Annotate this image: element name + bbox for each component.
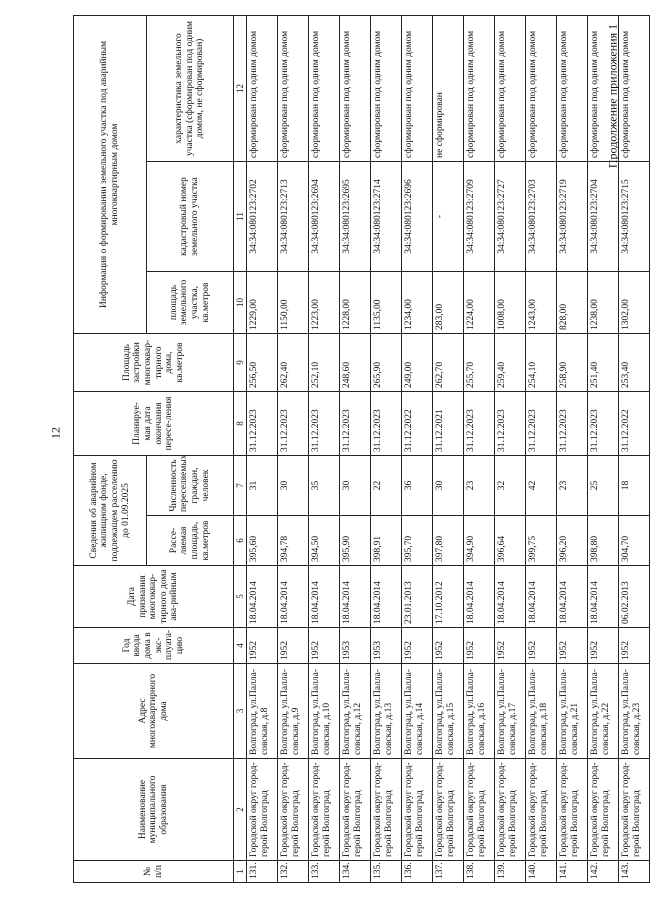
- land-area-cell: 283,00: [433, 272, 464, 334]
- land-area-cell: 1228,00: [340, 272, 371, 334]
- cadastral-number-cell: 34:34:080123:2715: [619, 162, 650, 272]
- built-area-cell: 255,70: [464, 334, 495, 392]
- people-count-cell: 30: [278, 456, 309, 516]
- cadastral-number-cell: 34:34:080123:2703: [526, 162, 557, 272]
- plan-date-cell: 31.12.2022: [402, 392, 433, 456]
- year-cell: 1952: [464, 628, 495, 664]
- address-cell: Волгоград, ул.Палла-совская, д.15: [433, 664, 464, 759]
- col-number: 8: [234, 392, 247, 456]
- table-row: [340, 16, 371, 883]
- people-count-cell: 23: [464, 456, 495, 516]
- resettled-area-cell: 394,78: [278, 516, 309, 566]
- cadastral-number-cell: 34:34:080123:2704: [588, 162, 619, 272]
- cadastral-number-cell: 34:34:080123:2713: [278, 162, 309, 272]
- resettled-area-cell: 397,80: [433, 516, 464, 566]
- plan-date-cell: 31.12.2023: [495, 392, 526, 456]
- col-number: 10: [234, 272, 247, 334]
- row-number: 138.: [464, 861, 495, 883]
- table-row: [402, 16, 433, 883]
- plan-date-cell: 31.12.2023: [588, 392, 619, 456]
- resettled-area-cell: 398,80: [588, 516, 619, 566]
- header-year: Год ввода дома в экс-плуата-цию: [74, 628, 234, 664]
- cadastral-number-cell: 34:34:080123:2727: [495, 162, 526, 272]
- built-area-cell: 248,60: [340, 334, 371, 392]
- land-area-cell: 1223,00: [309, 272, 340, 334]
- col-number: 5: [234, 566, 247, 628]
- land-characteristic-cell: сформирован под одним домом: [495, 16, 526, 162]
- resettled-area-cell: 394,90: [464, 516, 495, 566]
- row-number: 139.: [495, 861, 526, 883]
- table-row: [247, 16, 278, 883]
- plan-date-cell: 31.12.2023: [340, 392, 371, 456]
- emergency-date-cell: 18.04.2014: [340, 566, 371, 628]
- people-count-cell: 32: [495, 456, 526, 516]
- municipality-cell: Городской округ город-герой Волгоград: [557, 759, 588, 861]
- col-number: 12: [234, 16, 247, 162]
- header-people: Численность переселяемых граждан, человек: [147, 456, 234, 516]
- row-number: 131.: [247, 861, 278, 883]
- plan-date-cell: 31.12.2023: [278, 392, 309, 456]
- resettled-area-cell: 398,91: [371, 516, 402, 566]
- cadastral-number-cell: 34:34:080123:2714: [371, 162, 402, 272]
- municipality-cell: Городской округ город-герой Волгоград: [309, 759, 340, 861]
- land-characteristic-cell: не сформирован: [433, 16, 464, 162]
- header-group-emergency: Сведения об аварийном жилищном фонде, подлежащем расселению до 01.09.2025: [74, 456, 147, 566]
- emergency-date-cell: 18.04.2014: [526, 566, 557, 628]
- built-area-cell: 254,10: [526, 334, 557, 392]
- table-row: [371, 16, 402, 883]
- municipality-cell: Городской округ город-герой Волгоград: [247, 759, 278, 861]
- municipality-cell: Городской округ город-герой Волгоград: [278, 759, 309, 861]
- people-count-cell: 25: [588, 456, 619, 516]
- people-count-cell: 30: [340, 456, 371, 516]
- year-cell: 1953: [371, 628, 402, 664]
- emergency-date-cell: 18.04.2014: [557, 566, 588, 628]
- land-characteristic-cell: сформирован под одним домом: [557, 16, 588, 162]
- row-number: 134.: [340, 861, 371, 883]
- plan-date-cell: 31.12.2023: [464, 392, 495, 456]
- land-area-cell: 1008,00: [495, 272, 526, 334]
- resettled-area-cell: 395,60: [247, 516, 278, 566]
- header-built-area: Площадь застройки многоквар-тирного дома, кв.метров: [74, 334, 234, 392]
- cadastral-number-cell: 34:34:080123:2702: [247, 162, 278, 272]
- resettled-area-cell: 395,70: [402, 516, 433, 566]
- land-characteristic-cell: сформирован под одним домом: [402, 16, 433, 162]
- address-cell: Волгоград, ул.Палла-совская, д.14: [402, 664, 433, 759]
- land-area-cell: 1238,00: [588, 272, 619, 334]
- col-number: 4: [234, 628, 247, 664]
- resettled-area-cell: 395,90: [340, 516, 371, 566]
- cadastral-number-cell: 34:34:080123:2709: [464, 162, 495, 272]
- row-number: 137.: [433, 861, 464, 883]
- municipality-cell: Городской округ город-герой Волгоград: [619, 759, 650, 861]
- header-cadastral: кадастровый номер земельного участка: [147, 162, 234, 272]
- land-characteristic-cell: сформирован под одним домом: [278, 16, 309, 162]
- cadastral-number-cell: 34:34:080123:2695: [340, 162, 371, 272]
- header-address: Адрес многоквартирного дома: [74, 664, 234, 759]
- table-row: [557, 16, 588, 883]
- header-municipality: Наименование муниципального образования: [74, 759, 234, 861]
- municipality-cell: Городской округ город-герой Волгоград: [495, 759, 526, 861]
- resettled-area-cell: 396,20: [557, 516, 588, 566]
- header-land-characteristic: характеристика земельного участка (сформирован под одним домом, не сформирован): [147, 16, 234, 162]
- built-area-cell: 265,90: [371, 334, 402, 392]
- emergency-date-cell: 18.04.2014: [464, 566, 495, 628]
- resettled-area-cell: 394,50: [309, 516, 340, 566]
- header-emergency-date: Дата признания многоквар-тирного дома ава-рийным: [74, 566, 234, 628]
- land-area-cell: 1135,00: [371, 272, 402, 334]
- land-area-cell: 828,00: [557, 272, 588, 334]
- land-area-cell: 1229,00: [247, 272, 278, 334]
- row-number: 132.: [278, 861, 309, 883]
- col-number: 9: [234, 334, 247, 392]
- col-number: 7: [234, 456, 247, 516]
- row-number: 141.: [557, 861, 588, 883]
- people-count-cell: 23: [557, 456, 588, 516]
- built-area-cell: 262,40: [278, 334, 309, 392]
- year-cell: 1952: [402, 628, 433, 664]
- emergency-date-cell: 17.10.2012: [433, 566, 464, 628]
- land-area-cell: 1243,00: [526, 272, 557, 334]
- emergency-date-cell: 18.04.2014: [309, 566, 340, 628]
- emergency-date-cell: 18.04.2014: [495, 566, 526, 628]
- address-cell: Волгоград, ул.Палла-совская, д.17: [495, 664, 526, 759]
- emergency-housing-table: [73, 15, 650, 883]
- plan-date-cell: 31.12.2021: [433, 392, 464, 456]
- land-characteristic-cell: сформирован под одним домом: [340, 16, 371, 162]
- people-count-cell: 30: [433, 456, 464, 516]
- land-characteristic-cell: сформирован под одним домом: [247, 16, 278, 162]
- land-area-cell: 1302,00: [619, 272, 650, 334]
- people-count-cell: 22: [371, 456, 402, 516]
- table-body: [247, 16, 650, 883]
- header-row-1: [74, 16, 147, 883]
- people-count-cell: 18: [619, 456, 650, 516]
- cadastral-number-cell: 34:34:080123:2694: [309, 162, 340, 272]
- cadastral-number-cell: 34:34:080123:2719: [557, 162, 588, 272]
- address-cell: Волгоград, ул.Палла-совская, д.8: [247, 664, 278, 759]
- plan-date-cell: 31.12.2023: [557, 392, 588, 456]
- address-cell: Волгоград, ул.Палла-совская, д.21: [557, 664, 588, 759]
- municipality-cell: Городской округ город-герой Волгоград: [402, 759, 433, 861]
- address-cell: Волгоград, ул.Палла-совская, д.22: [588, 664, 619, 759]
- row-number: 135.: [371, 861, 402, 883]
- table-row: [588, 16, 619, 883]
- address-cell: Волгоград, ул.Палла-совская, д.16: [464, 664, 495, 759]
- land-area-cell: 1150,00: [278, 272, 309, 334]
- municipality-cell: Городской округ город-герой Волгоград: [340, 759, 371, 861]
- header-resettled-area: Рассе-ляемая площадь, кв.метров: [147, 516, 234, 566]
- col-number: 6: [234, 516, 247, 566]
- emergency-date-cell: 18.04.2014: [247, 566, 278, 628]
- year-cell: 1952: [619, 628, 650, 664]
- people-count-cell: 42: [526, 456, 557, 516]
- col-number: 3: [234, 664, 247, 759]
- people-count-cell: 36: [402, 456, 433, 516]
- page-number: 12: [48, 427, 63, 439]
- row-number: 136.: [402, 861, 433, 883]
- built-area-cell: 259,40: [495, 334, 526, 392]
- land-characteristic-cell: сформирован под одним домом: [464, 16, 495, 162]
- land-area-cell: 1234,00: [402, 272, 433, 334]
- year-cell: 1952: [495, 628, 526, 664]
- cadastral-number-cell: -: [433, 162, 464, 272]
- header-group-land: Информация о формировании земельного участка под аварийным многоквартирным домом: [74, 16, 147, 334]
- address-cell: Волгоград, ул.Палла-совская, д.9: [278, 664, 309, 759]
- plan-date-cell: 31.12.2023: [309, 392, 340, 456]
- land-characteristic-cell: сформирован под одним домом: [588, 16, 619, 162]
- resettled-area-cell: 304,70: [619, 516, 650, 566]
- plan-date-cell: 31.12.2023: [371, 392, 402, 456]
- table-row: [309, 16, 340, 883]
- address-cell: Волгоград, ул.Палла-совская, д.23: [619, 664, 650, 759]
- built-area-cell: 253,40: [619, 334, 650, 392]
- col-number: 2: [234, 759, 247, 861]
- resettled-area-cell: 396,64: [495, 516, 526, 566]
- resettled-area-cell: 399,75: [526, 516, 557, 566]
- built-area-cell: 249,00: [402, 334, 433, 392]
- municipality-cell: Городской округ город-герой Волгоград: [371, 759, 402, 861]
- people-count-cell: 31: [247, 456, 278, 516]
- cadastral-number-cell: 34:34:080123:2696: [402, 162, 433, 272]
- address-cell: Волгоград, ул.Палла-совская, д.13: [371, 664, 402, 759]
- built-area-cell: 256,50: [247, 334, 278, 392]
- plan-date-cell: 31.12.2022: [619, 392, 650, 456]
- year-cell: 1952: [309, 628, 340, 664]
- land-characteristic-cell: сформирован под одним домом: [371, 16, 402, 162]
- table-row: [526, 16, 557, 883]
- people-count-cell: 35: [309, 456, 340, 516]
- year-cell: 1952: [278, 628, 309, 664]
- year-cell: 1952: [247, 628, 278, 664]
- continuation-title: Продолжение приложения 1: [605, 23, 620, 169]
- table-row: [464, 16, 495, 883]
- land-area-cell: 1224,00: [464, 272, 495, 334]
- emergency-date-cell: 18.04.2014: [278, 566, 309, 628]
- built-area-cell: 262,70: [433, 334, 464, 392]
- municipality-cell: Городской округ город-герой Волгоград: [526, 759, 557, 861]
- year-cell: 1952: [526, 628, 557, 664]
- land-characteristic-cell: сформирован под одним домом: [619, 16, 650, 162]
- row-number: 143.: [619, 861, 650, 883]
- col-number: 11: [234, 162, 247, 272]
- row-number: 140.: [526, 861, 557, 883]
- emergency-date-cell: 18.04.2014: [588, 566, 619, 628]
- year-cell: 1953: [340, 628, 371, 664]
- header-plan-date: Планируе-мая дата окончания пересе-ления: [74, 392, 234, 456]
- emergency-date-cell: 23.01.2013: [402, 566, 433, 628]
- plan-date-cell: 31.12.2023: [526, 392, 557, 456]
- land-characteristic-cell: сформирован под одним домом: [526, 16, 557, 162]
- plan-date-cell: 31.12.2023: [247, 392, 278, 456]
- emergency-date-cell: 06.02.2013: [619, 566, 650, 628]
- address-cell: Волгоград, ул.Палла-совская, д.10: [309, 664, 340, 759]
- address-cell: Волгоград, ул.Палла-совская, д.18: [526, 664, 557, 759]
- address-cell: Волгоград, ул.Палла-совская, д.12: [340, 664, 371, 759]
- built-area-cell: 258,90: [557, 334, 588, 392]
- built-area-cell: 252,10: [309, 334, 340, 392]
- year-cell: 1952: [588, 628, 619, 664]
- header-num: № п/п: [74, 861, 234, 883]
- municipality-cell: Городской округ город-герой Волгоград: [433, 759, 464, 861]
- year-cell: 1952: [557, 628, 588, 664]
- land-characteristic-cell: сформирован под одним домом: [309, 16, 340, 162]
- municipality-cell: Городской округ город-герой Волгоград: [464, 759, 495, 861]
- municipality-cell: Городской округ город-герой Волгоград: [588, 759, 619, 861]
- table-row: [278, 16, 309, 883]
- col-number: 1: [234, 861, 247, 883]
- table-row: [495, 16, 526, 883]
- row-number: 142.: [588, 861, 619, 883]
- built-area-cell: 251,40: [588, 334, 619, 392]
- table-row: [433, 16, 464, 883]
- emergency-date-cell: 18.04.2014: [371, 566, 402, 628]
- year-cell: 1952: [433, 628, 464, 664]
- table-row: [619, 16, 650, 883]
- column-numbers-row: [234, 16, 247, 883]
- header-land-area: площадь земельного участка, кв.метров: [147, 272, 234, 334]
- row-number: 133.: [309, 861, 340, 883]
